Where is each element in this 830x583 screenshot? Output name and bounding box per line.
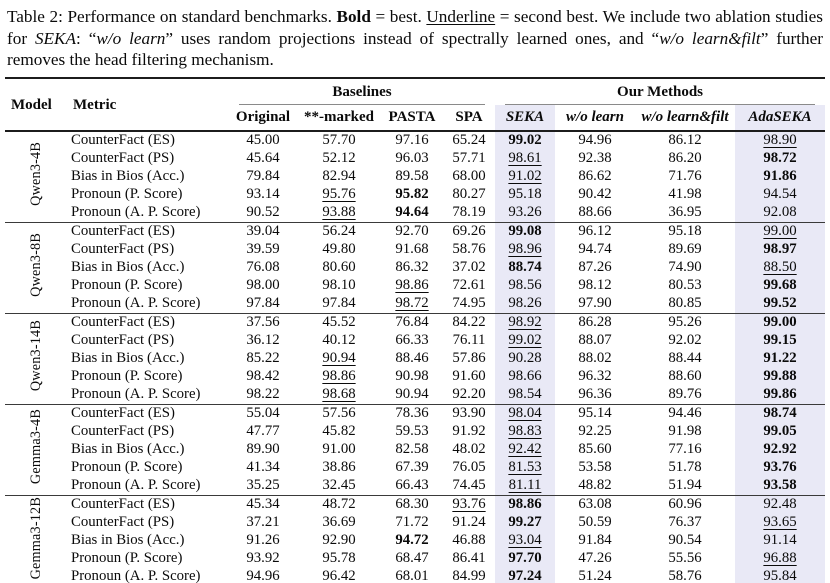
value-cell: 72.61 [452,277,486,293]
value-cell: 98.22 [246,386,280,402]
value-cell: 95.26 [635,313,735,332]
value-cell: 98.72 [735,150,825,168]
value-cell: 94.54 [735,186,825,204]
value-cell: 94.96 [578,132,612,148]
value-cell: 57.56 [297,404,381,423]
metric-cell: CounterFact (ES) [67,495,229,514]
value-cell: 99.27 [495,514,555,532]
value-cell: 92.42 [495,441,555,459]
table-header [5,78,825,131]
value-cell: 66.43 [395,477,429,493]
value-cell: 99.52 [735,295,825,314]
table-row [5,150,825,168]
value-cell: 52.12 [322,150,356,166]
table-row [5,222,825,241]
model-cell [5,404,67,495]
value-cell: 98.26 [495,295,555,314]
value-cell: 76.84 [381,313,443,332]
model-label: Qwen3-8B [27,233,44,297]
value-cell: 78.19 [452,204,486,220]
caption-segment: : “ [76,28,97,48]
table-row [5,350,825,368]
value-cell: 93.92 [246,550,280,566]
value-cell: 82.94 [322,168,356,184]
value-cell: 98.54 [495,386,555,405]
value-cell: 48.72 [297,495,381,514]
value-cell: 38.86 [322,459,356,475]
value-cell: 94.72 [395,532,429,548]
value-cell: 51.24 [578,568,612,583]
value-cell: 98.96 [495,241,555,259]
value-cell: 68.47 [395,550,429,566]
table-row [5,313,825,332]
metric-column-header: Metric [73,97,117,113]
value-cell: 93.04 [495,532,555,550]
value-cell: 82.58 [395,441,429,457]
value-cell: 90.52 [246,204,280,220]
table-row [5,241,825,259]
value-cell: 92.70 [381,222,443,241]
value-cell: 65.24 [452,132,486,148]
value-cell: 36.69 [322,514,356,530]
value-cell: 95.84 [735,568,825,583]
model-cell [5,222,67,313]
caption-segment: Underline [426,7,496,26]
value-cell: 99.68 [735,277,825,295]
value-cell: 94.74 [578,241,612,257]
value-cell: 50.59 [578,514,612,530]
value-cell: 60.96 [635,495,735,514]
value-cell: 99.08 [495,222,555,241]
value-cell: 80.27 [452,186,486,202]
value-cell: 95.18 [635,222,735,241]
caption-segment: ” uses random projections instead of spectrally learned ones, and “ [165,28,660,48]
value-cell: 98.90 [735,131,825,150]
value-cell: 92.38 [578,150,612,166]
value-cell: 92.20 [452,386,486,402]
value-cell: 91.26 [246,532,280,548]
column-header-wo-learn-filt: w/o learn&filt [641,108,729,125]
table-row [5,332,825,350]
model-label: Qwen3-4B [27,142,44,206]
value-cell: 86.62 [578,168,612,184]
value-cell: 95.82 [395,186,429,202]
value-cell: 98.83 [495,423,555,441]
value-cell: 88.02 [578,350,612,366]
table-row [5,186,825,204]
table-row [5,259,825,277]
value-cell: 57.70 [322,132,356,148]
metric-cell: Pronoun (A. P. Score) [71,295,201,311]
benchmark-table [5,77,825,583]
value-cell: 59.53 [395,423,429,439]
value-cell: 96.42 [322,568,356,583]
value-cell: 93.58 [735,477,825,496]
caption-segment: = second best. We include two ablation studies for [7,7,824,48]
metric-cell: CounterFact (PS) [71,423,175,439]
value-cell: 98.00 [246,277,280,293]
value-cell: 41.34 [246,459,280,475]
value-cell: 98.92 [495,313,555,332]
table-row [5,532,825,550]
value-cell: 92.02 [668,332,702,348]
value-cell: 79.84 [246,168,280,184]
value-cell: 98.97 [735,241,825,259]
value-cell: 93.26 [495,204,555,223]
value-cell: 92.25 [578,423,612,439]
table-row [5,423,825,441]
value-cell: 93.76 [443,495,495,514]
table-row [5,168,825,186]
column-header-marked: **-marked [304,108,374,125]
value-cell: 95.18 [495,186,555,204]
baselines-group-header: Baselines [229,78,495,105]
value-cell: 92.90 [322,532,356,548]
value-cell: 98.61 [495,150,555,168]
metric-cell: Bias in Bios (Acc.) [71,350,185,366]
value-cell: 91.92 [452,423,486,439]
caption-segment: w/o learn&filt [659,28,761,48]
value-cell: 37.21 [246,514,280,530]
metric-cell: Pronoun (A. P. Score) [71,477,201,493]
value-cell: 90.28 [495,350,555,368]
metric-cell: Pronoun (A. P. Score) [71,386,201,402]
caption-segment: w/o learn [96,28,166,48]
group-header-row [5,78,825,105]
value-cell: 77.16 [668,441,702,457]
table-row [5,495,825,514]
value-cell: 58.76 [452,241,486,257]
value-cell: 58.76 [668,568,702,583]
column-header-wo-learn: w/o learn [566,108,624,125]
value-cell: 88.74 [495,259,555,277]
table-row [5,441,825,459]
value-cell: 94.96 [246,568,280,583]
value-cell: 84.22 [443,313,495,332]
table-row [5,550,825,568]
value-cell: 88.66 [578,204,612,220]
value-cell: 97.70 [495,550,555,568]
table-row [5,404,825,423]
table-row [5,477,825,496]
value-cell: 51.78 [668,459,702,475]
metric-cell: Bias in Bios (Acc.) [71,532,185,548]
value-cell: 98.68 [322,386,356,402]
value-cell: 98.04 [495,404,555,423]
table-row [5,131,825,150]
value-cell: 91.24 [452,514,486,530]
value-cell: 98.86 [495,495,555,514]
model-cell [5,495,67,583]
value-cell: 88.60 [668,368,702,384]
value-cell: 76.37 [668,514,702,530]
value-cell: 55.04 [229,404,297,423]
value-cell: 98.86 [395,277,429,293]
metric-cell: CounterFact (ES) [67,404,229,423]
value-cell: 99.86 [735,386,825,405]
value-cell: 93.14 [246,186,280,202]
metric-cell: CounterFact (ES) [71,132,175,148]
value-cell: 97.84 [246,295,280,311]
column-header-spa: SPA [455,108,483,125]
caption-segment: = best. [370,7,427,26]
value-cell: 39.59 [246,241,280,257]
our-methods-group-header: Our Methods [495,78,825,105]
value-cell: 96.12 [555,222,635,241]
value-cell: 93.65 [735,514,825,532]
model-label: Gemma3-4B [27,409,44,485]
value-cell: 68.01 [395,568,429,583]
value-cell: 63.08 [555,495,635,514]
value-cell: 47.77 [246,423,280,439]
caption-segment: Bold [336,7,371,26]
value-cell: 45.64 [246,150,280,166]
value-cell: 91.02 [495,168,555,186]
value-cell: 97.24 [495,568,555,583]
value-cell: 99.02 [495,131,555,150]
value-cell: 93.88 [322,204,356,220]
column-header-adaseka: AdaSEKA [735,105,825,131]
value-cell: 90.94 [322,350,356,366]
model-cell [5,313,67,404]
value-cell: 99.00 [735,222,825,241]
value-cell: 89.90 [246,441,280,457]
table-body [5,131,825,583]
value-cell: 81.53 [495,459,555,477]
value-cell: 57.86 [452,350,486,366]
value-cell: 98.86 [322,368,356,384]
value-cell: 86.20 [668,150,702,166]
value-cell: 99.88 [735,368,825,386]
value-cell: 37.02 [452,259,486,275]
value-cell: 37.56 [229,313,297,332]
value-cell: 45.00 [246,132,280,148]
model-column-header: Model [11,97,52,113]
value-cell: 49.80 [322,241,356,257]
value-cell: 48.82 [578,477,612,493]
value-cell: 98.12 [578,277,612,293]
value-cell: 99.05 [735,423,825,441]
value-cell: 86.32 [395,259,429,275]
table-row [5,514,825,532]
metric-cell: Bias in Bios (Acc.) [71,259,185,275]
value-cell: 93.90 [443,404,495,423]
value-cell: 90.94 [395,386,429,402]
value-cell: 95.78 [322,550,356,566]
value-cell: 76.05 [452,459,486,475]
value-cell: 90.98 [395,368,429,384]
value-cell: 88.07 [578,332,612,348]
metric-cell: CounterFact (ES) [67,222,229,241]
value-cell: 88.50 [735,259,825,277]
column-header-seka: SEKA [495,105,555,131]
value-cell: 74.95 [452,295,486,311]
value-cell: 68.00 [452,168,486,184]
value-cell: 80.53 [668,277,702,293]
value-cell: 55.56 [668,550,702,566]
value-cell: 99.02 [495,332,555,350]
value-cell: 97.90 [578,295,612,311]
metric-cell: Pronoun (P. Score) [71,459,183,475]
value-cell: 91.22 [735,350,825,368]
value-cell: 86.28 [555,313,635,332]
value-cell: 91.60 [452,368,486,384]
value-cell: 87.26 [578,259,612,275]
value-cell: 45.52 [297,313,381,332]
metric-cell: CounterFact (ES) [67,313,229,332]
value-cell: 92.08 [735,204,825,223]
value-cell: 99.15 [735,332,825,350]
value-cell: 71.72 [395,514,429,530]
value-cell: 40.12 [322,332,356,348]
table-row [5,386,825,405]
value-cell: 85.60 [578,441,612,457]
value-cell: 93.76 [735,459,825,477]
value-cell: 32.45 [322,477,356,493]
value-cell: 91.86 [735,168,825,186]
value-cell: 51.94 [668,477,702,493]
model-label: Gemma3-12B [27,496,44,580]
metric-cell: Pronoun (P. Score) [71,277,183,293]
value-cell: 74.45 [452,477,486,493]
value-cell: 94.46 [635,404,735,423]
metric-cell: CounterFact (PS) [71,150,175,166]
value-cell: 86.12 [668,132,702,148]
value-cell: 36.12 [246,332,280,348]
value-cell: 88.44 [668,350,702,366]
table-row [5,459,825,477]
column-header-pasta: PASTA [388,108,436,125]
table-row [5,277,825,295]
value-cell: 89.69 [668,241,702,257]
value-cell: 98.72 [395,295,429,311]
value-cell: 57.71 [452,150,486,166]
table-row [5,368,825,386]
metric-cell: Pronoun (A. P. Score) [71,204,201,220]
metric-cell: CounterFact (PS) [71,514,175,530]
value-cell: 94.64 [395,204,429,220]
metric-cell: Pronoun (P. Score) [71,186,183,202]
table-row [5,568,825,583]
metric-cell: Pronoun (A. P. Score) [71,568,201,583]
value-cell: 66.33 [395,332,429,348]
value-cell: 95.14 [555,404,635,423]
value-cell: 98.10 [322,277,356,293]
value-cell: 84.99 [452,568,486,583]
value-cell: 41.98 [668,186,702,202]
value-cell: 91.84 [578,532,612,548]
value-cell: 89.58 [395,168,429,184]
metric-cell: Pronoun (P. Score) [71,550,183,566]
value-cell: 53.58 [578,459,612,475]
value-cell: 99.00 [735,313,825,332]
value-cell: 78.36 [381,404,443,423]
value-cell: 98.42 [246,368,280,384]
metric-cell: Pronoun (P. Score) [71,368,183,384]
caption-segment: Table 2: Performance on standard benchmarks. [7,7,337,26]
value-cell: 92.48 [735,495,825,514]
table-row [5,295,825,314]
model-cell [5,131,67,223]
value-cell: 76.08 [246,259,280,275]
value-cell: 85.22 [246,350,280,366]
value-cell: 69.26 [443,222,495,241]
value-cell: 80.85 [668,295,702,311]
value-cell: 96.03 [395,150,429,166]
value-cell: 67.39 [395,459,429,475]
value-cell: 89.76 [668,386,702,402]
table-caption [7,6,823,71]
value-cell: 98.56 [495,277,555,295]
value-cell: 74.90 [668,259,702,275]
value-cell: 45.82 [322,423,356,439]
caption-segment: SEKA [34,28,77,48]
model-label: Qwen3-14B [27,320,44,392]
value-cell: 98.66 [495,368,555,386]
value-cell: 90.42 [578,186,612,202]
value-cell: 97.16 [395,132,429,148]
value-cell: 45.34 [229,495,297,514]
table-row [5,204,825,223]
value-cell: 48.02 [452,441,486,457]
value-cell: 95.76 [322,186,356,202]
value-cell: 46.88 [452,532,486,548]
value-cell: 68.30 [381,495,443,514]
value-cell: 39.04 [229,222,297,241]
value-cell: 71.76 [668,168,702,184]
value-cell: 35.25 [246,477,280,493]
metric-cell: Bias in Bios (Acc.) [71,441,185,457]
column-header-original: Original [235,108,291,125]
value-cell: 90.54 [668,532,702,548]
value-cell: 76.11 [452,332,486,348]
metric-cell: CounterFact (PS) [71,241,175,257]
value-cell: 97.84 [322,295,356,311]
value-cell: 86.41 [452,550,486,566]
value-cell: 96.36 [578,386,612,402]
metric-cell: Bias in Bios (Acc.) [71,168,185,184]
value-cell: 88.46 [395,350,429,366]
value-cell: 96.32 [578,368,612,384]
value-cell: 56.24 [297,222,381,241]
metric-cell: CounterFact (PS) [71,332,175,348]
value-cell: 81.11 [495,477,555,496]
value-cell: 91.68 [395,241,429,257]
value-cell: 98.74 [735,404,825,423]
value-cell: 91.98 [668,423,702,439]
value-cell: 91.14 [735,532,825,550]
value-cell: 96.88 [735,550,825,568]
value-cell: 36.95 [668,204,702,220]
value-cell: 91.00 [322,441,356,457]
value-cell: 80.60 [322,259,356,275]
caption-segment: ” further removes the head filtering mechanism. [7,28,823,69]
value-cell: 92.92 [735,441,825,459]
value-cell: 47.26 [578,550,612,566]
